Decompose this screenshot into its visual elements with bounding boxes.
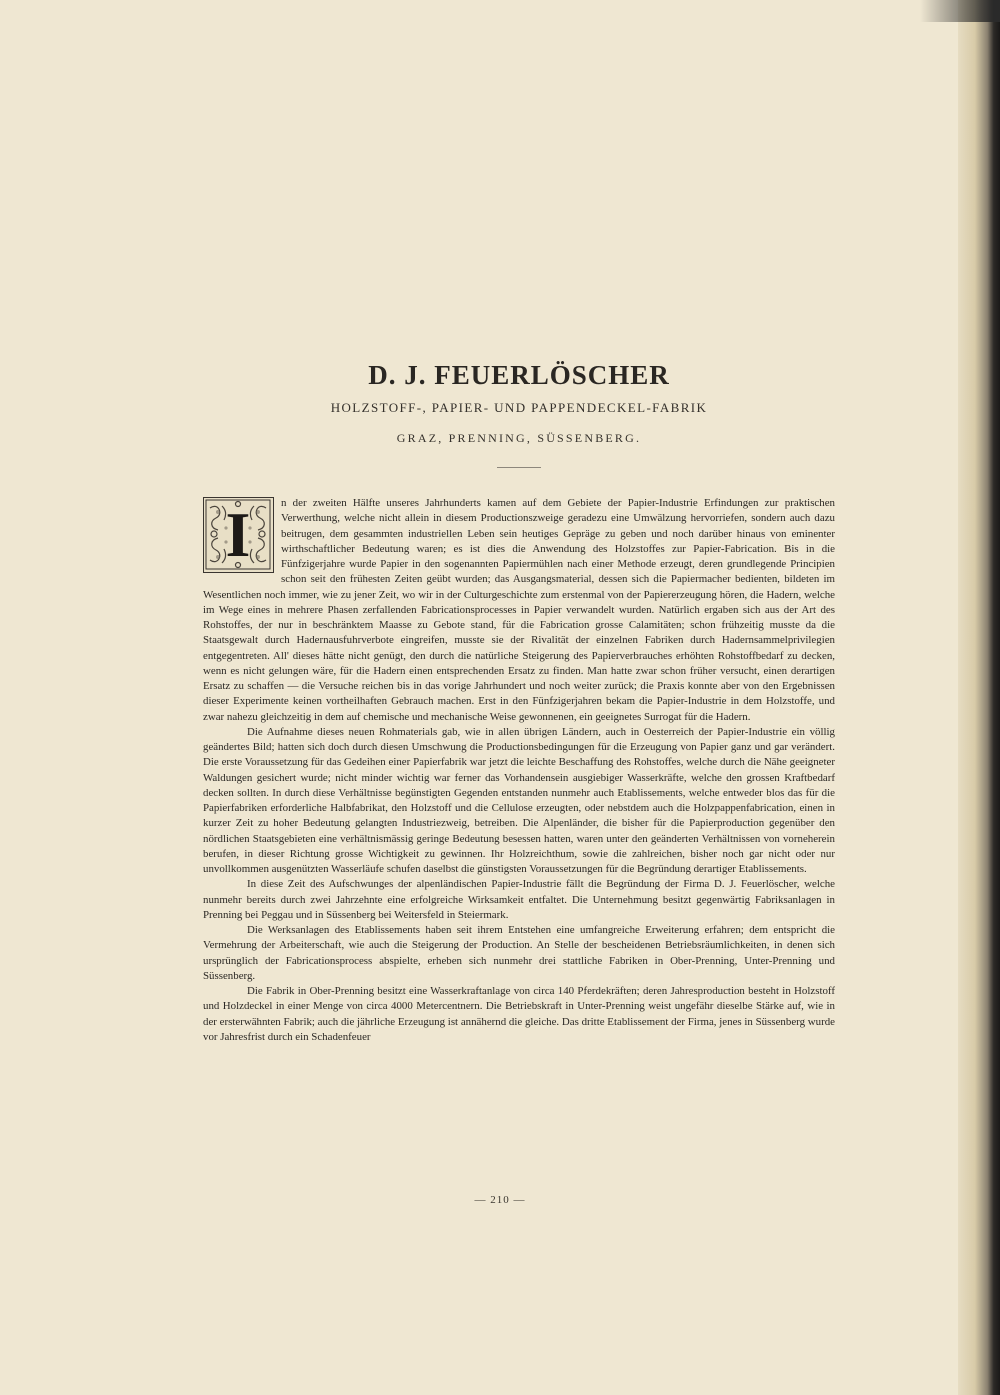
book-binding-edge xyxy=(958,0,1000,1395)
dropcap-letter: I xyxy=(225,499,251,570)
page-corner-shadow xyxy=(920,0,1000,22)
company-locations: GRAZ, PRENNING, SÜSSENBERG. xyxy=(396,431,642,445)
company-subtitle: HOLZSTOFF-, PAPIER- UND PAPPENDECKEL-FABRIK xyxy=(330,400,708,415)
paragraph-1-text: n der zweiten Hälfte unseres Jahrhunderts kamen auf dem Gebiete der Papier-Industrie Erfindungen zur praktischen Verwerthung, welche nicht allein in diesem Productionszweige geradezu eine Umwälzung hervorriefen, sondern auch dazu beitrugen, dem gesammten industriellen Leben sein heutiges Gepräge zu geben und noch darüber hinaus von eminenter wirthschaftlicher Bedeutung waren; es ist dies die Anwendung des Holzstoffes zur Papier-Fabrication. Bis in die Fünfzigerjahre wurde Papier in den sogenannten Papiermühlen nach einer Methode erzeugt, deren grundlegende Principien schon seit den frühesten Zeiten geübt wurden; das Ausgangsmaterial, dessen sich die Papiermacher bedienten, bildeten im Wesentlichen noch immer, wie zu jener Zeit, wo wir in der Culturgeschichte zum erstenmal von der Papiererzeugung hören, die Hadern, welche im Wege eines in mehrere Phasen zerfallenden Fabricationsprocesses in Papier verwandelt wurden. Natürlich ergaben sich aus der Art des Rohstoffes, der nur in beschränktem Maasse zu Gebote stand, für die Fabrication grosse Calamitäten; schon frühzeitig musste da die Staatsgewalt durch Hadernausfuhrverbote eingreifen, musste sie der Rivalität der einzelnen Fabriken durch Hadernsammelprivilegien entgegentreten. All' dieses hätte nicht genügt, den durch die natürliche Steigerung des Papierverbrauches erhöhten Rohstoffbedarf zu decken, wenn es nicht gelungen wäre, für die Hadern einen entsprechenden Ersatz zu finden. Man hatte zwar schon früher versucht, einen derartigen Ersatz zu schaffen — die Versuche reichen bis in das vorige Jahrhundert und noch weiter zurück; die Praxis konnte aber von den Ergebnissen dieser Experimente keinen vortheilhaften Gebrauch machen. Erst in den Fünfzigerjahren bekam die Papier-Industrie in dem Holzstoffe, und zwar nahezu gleichzeitig in dem auf chemische und mechanische Weise gewonnenen, ein geeignetes Surrogat für die Hadern. xyxy=(203,497,835,723)
paragraph-5: Die Fabrik in Ober-Prenning besitzt eine Wasserkraftanlage von circa 140 Pferdekräften; deren Jahresproduction besteht in Holzstoff und Holzdeckel in einer Menge von circa 4000 Metercentnern. Die Betriebskraft in Unter-Prenning weist ungefähr dieselbe Stärke auf, wie in der ersterwähnten Fabrik; auch die jährliche Erzeugung ist annähernd die gleiche. Das dritte Etablissement der Firma, jenes in Süssenberg wurde vor Jahresfrist durch ein Schadenfeuer xyxy=(203,985,835,1043)
paragraph-2: Die Aufnahme dieses neuen Rohmaterials gab, wie in allen übrigen Ländern, auch in Oesterreich der Papier-Industrie ein völlig geändertes Bild; hatten sich doch durch diesen Umschwung die Productionsbedingungen für die Erzeugung von Papier ganz und gar verändert. Die erste Voraussetzung für das Gedeihen einer Papierfabrik war jetzt die leichte Beschaffung des Rohstoffes, welche durch die Nähe geeigneter Waldungen gesichert wurde; nicht minder wichtig war ferner das Vorhandensein ausgiebiger Wasserkräfte, welche den grossen Kraftbedarf decken sollten. In durch diese Verhältnisse begünstigten Gegenden entstanden nunmehr auch Etablissements, welche entweder blos das für die Papierfabriken erforderliche Halbfabrikat, den Holzstoff und die Cellulose erzeugten, oder nebstdem auch die Holzpappenfabrication, einen in kurzer Zeit zu hoher Bedeutung gelangten Industriezweig, betreiben. Die Alpenländer, die bisher für die Papierproduction gegenüber den nördlichen Staatsgebieten eine verhältnismässig geringe Bedeutung besessen hatten, waren unter den geänderten Verhältnissen von vorneherein berufen, in dieser Richtung grosse Wichtigkeit zu gewinnen. Ihr Holzreichthum, sowie die zahlreichen, bisher noch gar nicht oder nur unvollkommen ausgenützten Wasserläufe schufen daselbst die günstigsten Voraussetzungen für die Begründung derartiger Etablissements. xyxy=(203,725,835,875)
paragraph-1 xyxy=(203,496,835,725)
page-number: — 210 — xyxy=(474,1194,526,1206)
paragraph-3: In diese Zeit des Aufschwunges der alpenländischen Papier-Industrie fällt die Begründung der Firma D. J. Feuerlöscher, welche nunmehr bereits durch zwei Jahrzehnte eine erfolgreiche Wirksamkeit entfaltet. Die Unternehmung besitzt gegenwärtig Fabriksanlagen in Prenning bei Peggau und in Süssenberg bei Weitersfeld in Steiermark. xyxy=(203,878,835,921)
ornamental-initial xyxy=(203,497,274,573)
title-divider xyxy=(497,467,541,468)
page-title: D. J. FEUERLÖSCHER xyxy=(368,360,670,390)
body-text xyxy=(203,496,835,1045)
paragraph-4: Die Werksanlagen des Etablissements haben seit ihrem Entstehen eine umfangreiche Erweiterung erfahren; dem entspricht die Vermehrung der Arbeiterschaft, wie auch die Steigerung der Production. An Stelle der bescheidenen Betriebsräumlichkeiten, in denen sich ursprünglich der Fabricationsprocess abspielte, erheben sich nunmehr drei stattliche Fabriken in Ober-Prenning, Unter-Prenning und Süssenberg. xyxy=(203,924,835,982)
